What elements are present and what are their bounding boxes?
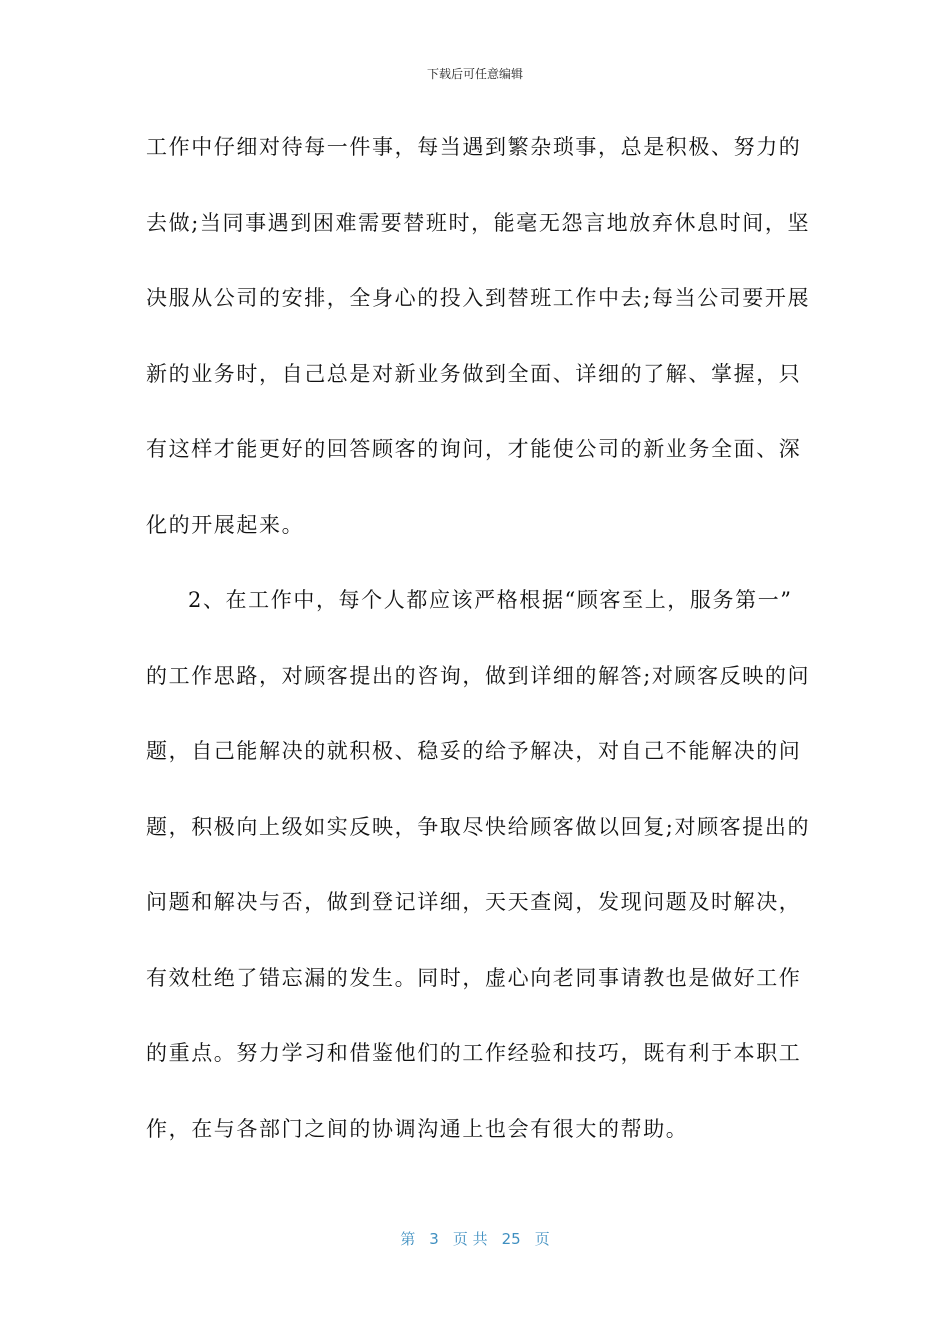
text-line: 新的业务时，自己总是对新业务做到全面、详细的了解、掌握，只 xyxy=(146,361,802,386)
text-line: 作，在与各部门之间的协调沟通上也会有很大的帮助。 xyxy=(146,1116,689,1141)
text-line: 问题和解决与否，做到登记详细，天天查阅，发现问题及时解决， xyxy=(146,890,802,914)
page-footer xyxy=(0,1229,950,1249)
text-line: 的重点。努力学习和借鉴他们的工作经验和技巧，既有利于本职工 xyxy=(146,1041,802,1065)
document-body xyxy=(146,128,811,1185)
footer-label-page-of: 页 共 xyxy=(452,1230,488,1248)
text-line: 题，自己能解决的就积极、稳妥的给予解决，对自己不能解决的问 xyxy=(146,739,802,763)
text-line: 去做;当同事遇到困难需要替班时，能毫无怨言地放弃休息时间，坚 xyxy=(146,210,811,235)
footer-total-pages: 25 xyxy=(501,1230,521,1248)
text-line: 的工作思路，对顾客提出的咨询，做到详细的解答;对顾客反映的问 xyxy=(146,663,811,688)
text-line: 题，积极向上级如实反映，争取尽快给顾客做以回复;对顾客提出的 xyxy=(146,814,811,839)
footer-label-page: 第 xyxy=(400,1230,416,1248)
text-line: 工作中仔细对待每一件事，每当遇到繁杂琐事，总是积极、努力的 xyxy=(146,135,802,159)
text-line: 化的开展起来。 xyxy=(146,512,305,537)
footer-label-pages: 页 xyxy=(534,1230,550,1248)
text-line: 2、在工作中，每个人都应该严格根据“顾客至上，服务第一” xyxy=(188,588,793,612)
text-line: 决服从公司的安排，全身心的投入到替班工作中去;每当公司要开展 xyxy=(146,286,811,310)
footer-current-page: 3 xyxy=(429,1230,439,1248)
text-line: 有这样才能更好的回答顾客的询问，才能使公司的新业务全面、深 xyxy=(146,437,802,461)
text-line: 有效杜绝了错忘漏的发生。同时，虚心向老同事请教也是做好工作 xyxy=(146,965,802,990)
page-header-note: 下载后可任意编辑 xyxy=(426,67,523,81)
